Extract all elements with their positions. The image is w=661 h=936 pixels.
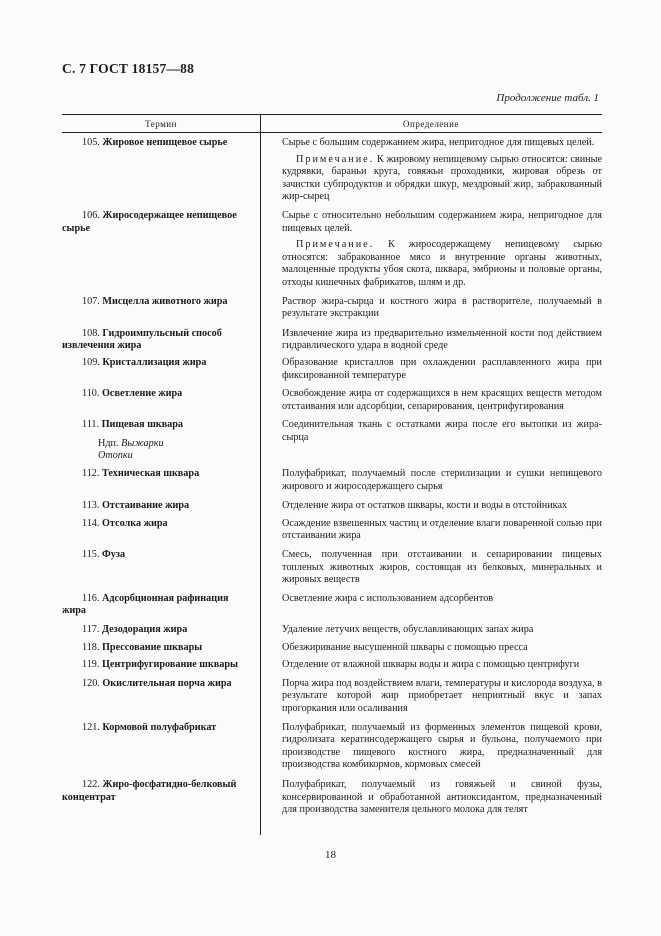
definition-text: Сырье с большим содержанием жира, непригодное для пищевых целей. (282, 137, 595, 148)
term-number: 113. (82, 500, 100, 512)
term-name: Окислительная порча жира (102, 677, 232, 689)
term-cell (62, 357, 260, 382)
term-number: 109. (82, 356, 100, 368)
definition-text: Смесь, полученная при отстаивании и сепарировании пищевых топленых животных жиров, состоящая из белковых, минеральных и жировых веществ (282, 549, 602, 586)
table-row (62, 296, 602, 321)
definition-text: Полуфабрикат, получаемый из форменных элементов пищевой крови, гидролизата кератинсодержащего сырья и бульона, получаемого при производстве пищевого костного жира, предназначенный для производства комбикормов, кормовых смесей (282, 721, 602, 771)
table-row (62, 328, 602, 353)
definition-text: Полуфабрикат, получаемый после стерилизации и сушки непищевого жирового и жиросодержащего сырья (282, 468, 602, 492)
term-number: 120. (82, 677, 100, 689)
term-cell (62, 642, 260, 655)
definition-cell (282, 210, 602, 290)
term-name: Жиро-фосфатидно-белковый концентрат (62, 778, 237, 803)
terms-table (62, 114, 602, 817)
term-name: Жировое непищевое сырье (102, 137, 228, 148)
definition-text: Осветление жира с использованием адсорбентов (282, 592, 494, 604)
definition-cell (282, 624, 602, 637)
table-row (62, 388, 602, 413)
term-cell (62, 624, 260, 637)
deprecated-label: Ндп. (98, 437, 119, 449)
term-cell (62, 210, 260, 290)
term-cell (62, 779, 260, 817)
table-row (62, 357, 602, 382)
term-cell (62, 549, 260, 587)
definition-text: Порча жира под воздействием влаги, температуры и кислорода воздуха, в результате которой жир приобретает неприятный вкус и запах прогоркания или осаливания (282, 677, 602, 714)
page-number: 18 (325, 849, 336, 861)
term-number: 112. (82, 468, 100, 480)
term-number: 107. (82, 295, 100, 307)
definition-cell (282, 678, 602, 716)
term-cell (62, 518, 260, 543)
table-row (62, 549, 602, 587)
definition-text: Отделение жира от остатков шквары, кости и воды в отстойниках (282, 500, 568, 512)
definition-cell (282, 357, 602, 382)
table-row (62, 518, 602, 543)
definition-cell (282, 659, 602, 672)
table-row (62, 624, 602, 637)
table-row (62, 593, 602, 618)
term-number: 121. (82, 721, 100, 733)
definition-text: Отделение от влажной шквары воды и жира с помощью центрифуги (282, 659, 580, 671)
definition-cell (282, 642, 602, 655)
term-name: Осветление жира (102, 388, 183, 400)
table-header (62, 115, 602, 133)
deprecated-synonym: Выжарки (121, 437, 164, 449)
definition-text: Раствор жира-сырца и костного жира в растворителе, получаемый в результате экстракции (282, 295, 602, 320)
table-row (62, 500, 602, 513)
term-name: Техническая шквара (102, 468, 200, 480)
term-cell (62, 468, 260, 493)
term-number: 117. (82, 624, 100, 635)
definition-text: Извлечение жира из предварительно измельченной кости под действием гидравлического удара в водной среде (282, 327, 602, 352)
term-number: 114. (82, 517, 100, 529)
table-continuation-label: Продолжение табл. 1 (496, 92, 599, 104)
definition-cell (282, 419, 602, 463)
term-name: Отсолка жира (102, 517, 168, 529)
definition-cell (282, 296, 602, 321)
definition-column-header: Определение (403, 119, 459, 129)
definition-text: Образование кристаллов при охлаждении расплавленного жира при фиксированной температуре (282, 356, 602, 381)
term-cell (62, 296, 260, 321)
term-name: Дезодорация жира (102, 624, 188, 635)
definition-cell (282, 779, 602, 817)
term-name: Отстаивание жира (102, 500, 190, 512)
term-name: Мисцелла животного жира (102, 295, 228, 307)
table-row (62, 779, 602, 817)
term-name: Гидроимпульсный способ извлечения жира (62, 327, 222, 352)
definition-text: Соединительная ткань с остатками жира после его вытопки из жира-сырца (282, 419, 602, 443)
definition-text: Полуфабрикат, получаемый из говяжьей и свиной фузы, консервированной и обработанной антиоксидантом, предназначенный для производства заменителя цельного молока для телят (282, 778, 602, 816)
term-number: 118. (82, 641, 100, 653)
definition-cell (282, 500, 602, 513)
term-name: Кормовой полуфабрикат (102, 721, 217, 733)
term-number: 105. (82, 137, 100, 148)
term-cell (62, 722, 260, 772)
term-name: Кристаллизация жира (102, 356, 207, 368)
table-row (62, 137, 602, 204)
term-cell (62, 388, 260, 413)
table-row (62, 678, 602, 716)
definition-text: Освобождение жира от содержащихся в нем красящих веществ методом отстаивания или адсорбции, сепарирования, центрифугирования (282, 388, 602, 412)
note-text: К жиросодержащему непищевому сырью относятся: забракованное мясо и внутренние органы животных, малоценные продукты убоя скота, шквара, эмбрионы и половые органы, отходы кишечных фабрикатов, шлям и др. (282, 239, 602, 288)
definition-text: Сырье с относительно небольшим содержанием жира, непригодное для пищевых целей. (282, 209, 602, 234)
definition-text: Удаление летучих веществ, обуславливающих запах жира (282, 624, 534, 635)
term-cell (62, 659, 260, 672)
term-name: Прессование шквары (102, 641, 203, 653)
term-cell (62, 500, 260, 513)
term-cell (62, 328, 260, 353)
table-row (62, 642, 602, 655)
definition-note (282, 154, 602, 204)
table-row (62, 419, 602, 463)
term-number: 115. (82, 549, 100, 561)
definition-text: Осаждение взвешенных частиц и отделение влаги поваренной солью при отстаивании жира (282, 517, 602, 542)
term-cell (62, 419, 260, 463)
term-number: 110. (82, 388, 100, 400)
table-row (62, 722, 602, 772)
term-name: Центрифугирование шквары (102, 659, 238, 671)
term-cell (62, 593, 260, 618)
term-number: 116. (82, 592, 100, 604)
term-cell (62, 678, 260, 716)
definition-note (282, 239, 602, 289)
term-column-header: Термин (145, 119, 177, 129)
term-cell (62, 137, 260, 204)
term-name: Пищевая шквара (101, 419, 184, 431)
term-number: 106. (82, 209, 100, 221)
definition-cell (282, 137, 602, 204)
term-number: 122. (82, 778, 100, 790)
definition-text: Обезжиривание высушенной шквары с помощью пресса (282, 641, 528, 653)
definition-cell (282, 518, 602, 543)
term-name: Жиросодержащее непищевое сырье (62, 209, 237, 234)
table-row (62, 468, 602, 493)
definition-cell (282, 328, 602, 353)
deprecated-synonym: Отопки (98, 450, 133, 462)
note-text: К жировому непищевому сырью относятся: свиные кудрявки, бараньи круга, говяжьи проходники, жировая обрезь от зачистки субпродуктов и обрядки шкур, мездровый жир, забракованный жир-сырец (282, 153, 602, 203)
deprecated-synonyms (62, 438, 250, 463)
note-label: Примечание. (296, 153, 375, 165)
table-row (62, 210, 602, 290)
term-number: 108. (82, 327, 100, 339)
term-number: 111. (82, 419, 100, 431)
note-label: Примечание. (296, 239, 375, 251)
page-header-title: С. 7 ГОСТ 18157—88 (62, 61, 195, 76)
term-name: Адсорбционная рафинация жира (62, 592, 229, 617)
definition-cell (282, 468, 602, 493)
definition-cell (282, 388, 602, 413)
definition-cell (282, 549, 602, 587)
term-name: Фуза (102, 549, 126, 561)
definition-cell (282, 593, 602, 618)
table-row (62, 659, 602, 672)
term-number: 119. (82, 659, 100, 671)
definition-cell (282, 722, 602, 772)
